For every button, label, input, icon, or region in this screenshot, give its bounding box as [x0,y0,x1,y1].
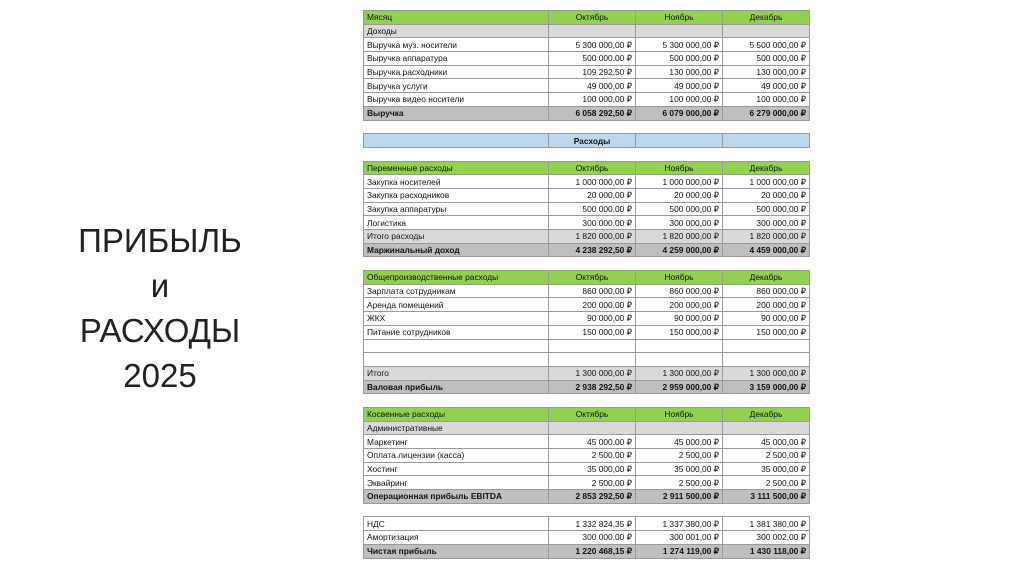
value-cell: 20 000,00 ₽ [549,188,636,202]
value-cell: 4 459 000,00 ₽ [723,243,810,257]
value-cell: 300 000,00 ₽ [636,216,723,230]
value-cell: 1 000 000,00 ₽ [549,175,636,189]
value-cell [723,120,810,134]
table-row [364,380,810,394]
value-cell: 1 820 000,00 ₽ [549,230,636,244]
value-cell [636,339,723,353]
value-cell [636,421,723,435]
row-label-cell: Чистая прибыль [364,544,549,558]
table-row [364,503,810,517]
table-row [364,312,810,326]
value-cell [549,339,636,353]
value-cell [723,339,810,353]
row-label-cell: Логистика [364,216,549,230]
row-label-cell: Хостинг [364,462,549,476]
row-label-cell: Косвенные расходы [364,407,549,421]
value-cell [636,353,723,367]
value-cell [723,394,810,408]
row-label-cell: Питание сотрудников [364,325,549,339]
value-cell [636,147,723,161]
row-label-cell [364,120,549,134]
value-cell: 109 292,50 ₽ [549,65,636,79]
row-label-cell: Амортизация [364,531,549,545]
value-cell: 130 000,00 ₽ [723,65,810,79]
value-cell: 1 820 000,00 ₽ [723,230,810,244]
value-cell: 860 000,00 ₽ [723,284,810,298]
row-label-cell: Итого [364,366,549,380]
value-cell: 2 959 000,00 ₽ [636,380,723,394]
table-row [364,544,810,558]
value-cell [636,134,723,148]
table-row [364,79,810,93]
value-cell: 90 000,00 ₽ [636,312,723,326]
value-cell: 1 220 468,15 ₽ [549,544,636,558]
value-cell: 20 000,00 ₽ [723,188,810,202]
value-cell: 4 238 292,50 ₽ [549,243,636,257]
row-label-cell: Мясяц [364,11,549,25]
row-label-cell [364,134,549,148]
value-cell: Ноябрь [636,161,723,175]
table-row [364,271,810,285]
value-cell: 1 300 000,00 ₽ [636,366,723,380]
value-cell: 1 274 119,00 ₽ [636,544,723,558]
value-cell: 130 000,00 ₽ [636,65,723,79]
row-label-cell [364,503,549,517]
value-cell: 300 000,00 ₽ [549,531,636,545]
value-cell: Ноябрь [636,407,723,421]
row-label-cell [364,394,549,408]
value-cell [549,421,636,435]
row-label-cell: Маркетинг [364,435,549,449]
row-label-cell [364,257,549,271]
row-label-cell: Выручка муз. носители [364,38,549,52]
value-cell: 200 000,00 ₽ [549,298,636,312]
table-row [364,175,810,189]
title-line-2: и [150,267,170,304]
value-cell: 5 300 000,00 ₽ [549,38,636,52]
value-cell [549,257,636,271]
value-cell: 500 000,00 ₽ [549,52,636,66]
value-cell [636,503,723,517]
value-cell: 1 430 118,00 ₽ [723,544,810,558]
value-cell: 300 000,00 ₽ [549,216,636,230]
table-row [364,147,810,161]
value-cell: Декабрь [723,161,810,175]
row-label-cell: Административные [364,421,549,435]
row-label-cell [364,353,549,367]
value-cell: 5 500 000,00 ₽ [723,38,810,52]
value-cell [723,421,810,435]
profit-expenses-table [363,10,810,559]
row-label-cell: Закупка носителей [364,175,549,189]
value-cell: 100 000,00 ₽ [636,93,723,107]
table-row [364,134,810,148]
value-cell: 2 938 292,50 ₽ [549,380,636,394]
value-cell: 45 000,00 ₽ [723,435,810,449]
row-label-cell: Выручка аппаратура [364,52,549,66]
value-cell: 49 000,00 ₽ [636,79,723,93]
value-cell: 500 000,00 ₽ [636,52,723,66]
table-row [364,298,810,312]
value-cell [549,120,636,134]
value-cell: Декабрь [723,271,810,285]
value-cell: Декабрь [723,407,810,421]
title-line-3: РАСХОДЫ [79,312,241,349]
value-cell: 1 000 000,00 ₽ [636,175,723,189]
table-row [364,93,810,107]
value-cell: Октябрь [549,11,636,25]
value-cell: 49 000,00 ₽ [723,79,810,93]
value-cell: 35 000,00 ₽ [636,462,723,476]
table-row [364,38,810,52]
value-cell: Расходы [549,134,636,148]
row-label-cell: Зарплата сотрудникам [364,284,549,298]
table-row [364,230,810,244]
value-cell: 200 000,00 ₽ [636,298,723,312]
row-label-cell: Итого расходы [364,230,549,244]
row-label-cell: Общепроизводственные расходы [364,271,549,285]
value-cell: 5 300 000,00 ₽ [636,38,723,52]
value-cell: 500 000,00 ₽ [723,52,810,66]
value-cell: 2 500,00 ₽ [723,449,810,463]
value-cell: 4 259 000,00 ₽ [636,243,723,257]
value-cell: 45 000,00 ₽ [549,435,636,449]
value-cell: 2 500,00 ₽ [636,476,723,490]
value-cell: Декабрь [723,11,810,25]
table-row [364,339,810,353]
value-cell: 1 300 000,00 ₽ [723,366,810,380]
table-row [364,243,810,257]
row-label-cell [364,339,549,353]
table-row [364,435,810,449]
slide-title [40,218,280,398]
value-cell [549,394,636,408]
row-label-cell: Закупка расходников [364,188,549,202]
value-cell: 6 079 000,00 ₽ [636,106,723,120]
value-cell: 150 000,00 ₽ [723,325,810,339]
value-cell: 500 000,00 ₽ [723,202,810,216]
table-row [364,490,810,504]
row-label-cell: НДС [364,517,549,531]
table-row [364,517,810,531]
title-line-4: 2025 [123,357,197,394]
value-cell [549,24,636,38]
row-label-cell: Аренда помещений [364,298,549,312]
value-cell: 90 000,00 ₽ [549,312,636,326]
value-cell: Ноябрь [636,11,723,25]
value-cell: 6 058 292,50 ₽ [549,106,636,120]
table-row [364,366,810,380]
value-cell: 1 000 000,00 ₽ [723,175,810,189]
value-cell: 150 000,00 ₽ [549,325,636,339]
value-cell: 200 000,00 ₽ [723,298,810,312]
value-cell [549,147,636,161]
value-cell: 2 500,00 ₽ [723,476,810,490]
value-cell [636,257,723,271]
table-row [364,476,810,490]
value-cell: 1 300 000,00 ₽ [549,366,636,380]
row-label-cell: Операционная прибыль EBITDA [364,490,549,504]
value-cell: 2 853 292,50 ₽ [549,490,636,504]
value-cell: 300 002,00 ₽ [723,531,810,545]
table-row [364,65,810,79]
table-row [364,462,810,476]
table-row [364,52,810,66]
row-label-cell: Выручка видео носители [364,93,549,107]
value-cell: 300 000,00 ₽ [723,216,810,230]
table-row [364,106,810,120]
title-line-1: ПРИБЫЛЬ [78,222,242,259]
value-cell: 45 000,00 ₽ [636,435,723,449]
value-cell: Октябрь [549,271,636,285]
value-cell: 35 000,00 ₽ [549,462,636,476]
value-cell [723,257,810,271]
value-cell [549,503,636,517]
table-row [364,353,810,367]
row-label-cell: Выручка [364,106,549,120]
value-cell: 1 820 000,00 ₽ [636,230,723,244]
table-row [364,257,810,271]
value-cell: 860 000,00 ₽ [636,284,723,298]
value-cell [636,394,723,408]
table-row [364,407,810,421]
value-cell: Октябрь [549,407,636,421]
value-cell: 1 337 380,00 ₽ [636,517,723,531]
table-row [364,325,810,339]
value-cell [636,120,723,134]
row-label-cell: Эквайринг [364,476,549,490]
value-cell: 300 001,00 ₽ [636,531,723,545]
row-label-cell [364,147,549,161]
row-label-cell: Доходы [364,24,549,38]
table-row [364,202,810,216]
value-cell: 49 000,00 ₽ [549,79,636,93]
table-row [364,120,810,134]
value-cell: 2 500,00 ₽ [549,476,636,490]
table-row [364,24,810,38]
row-label-cell: Выручка услуги [364,79,549,93]
table-row [364,449,810,463]
row-label-cell: Маржинальный доход [364,243,549,257]
row-label-cell: Валовая прибыль [364,380,549,394]
value-cell: 2 911 500,00 ₽ [636,490,723,504]
value-cell [723,24,810,38]
value-cell: 1 332 824,35 ₽ [549,517,636,531]
table-row [364,216,810,230]
row-label-cell: ЖКХ [364,312,549,326]
value-cell [723,503,810,517]
value-cell: 20 000,00 ₽ [636,188,723,202]
value-cell: 500 000,00 ₽ [636,202,723,216]
value-cell [723,134,810,148]
value-cell: 3 159 000,00 ₽ [723,380,810,394]
table-row [364,421,810,435]
value-cell: 100 000,00 ₽ [549,93,636,107]
value-cell: 2 500,00 ₽ [549,449,636,463]
value-cell: 2 500,00 ₽ [636,449,723,463]
table-row [364,11,810,25]
value-cell: 90 000,00 ₽ [723,312,810,326]
value-cell [723,353,810,367]
row-label-cell: Оплата лицензии (касса) [364,449,549,463]
value-cell: 860 000,00 ₽ [549,284,636,298]
row-label-cell: Переменные расходы [364,161,549,175]
value-cell: 6 279 000,00 ₽ [723,106,810,120]
table-row [364,188,810,202]
row-label-cell: Выручка расходники [364,65,549,79]
value-cell: 3 111 500,00 ₽ [723,490,810,504]
value-cell: Октябрь [549,161,636,175]
value-cell [549,353,636,367]
table-row [364,161,810,175]
value-cell: 150 000,00 ₽ [636,325,723,339]
value-cell: 500 000,00 ₽ [549,202,636,216]
table-row [364,531,810,545]
value-cell: 1 381 380,00 ₽ [723,517,810,531]
value-cell: 100 000,00 ₽ [723,93,810,107]
value-cell: Ноябрь [636,271,723,285]
value-cell [723,147,810,161]
table-row [364,394,810,408]
financial-spreadsheet [363,10,809,559]
value-cell: 35 000,00 ₽ [723,462,810,476]
table-row [364,284,810,298]
row-label-cell: Закупка аппаратуры [364,202,549,216]
value-cell [636,24,723,38]
